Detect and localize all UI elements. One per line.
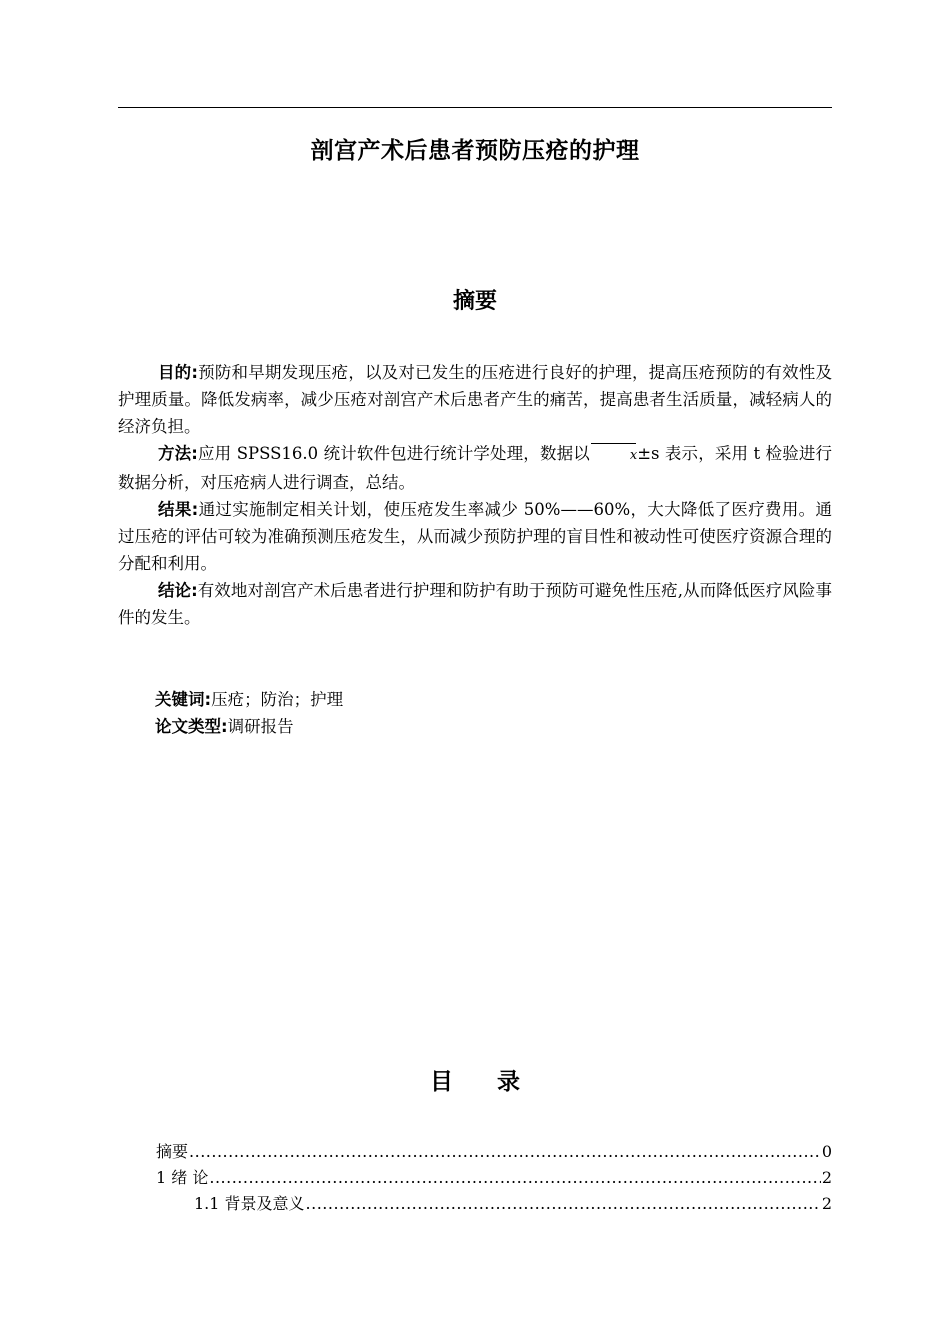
table-of-contents — [118, 1139, 832, 1217]
abstract-heading: 摘要 — [452, 289, 497, 314]
paragraph-text: 有效地对剖宫产术后患者进行护理和防护有助于预防可避免性压疮,从而降低医疗风险事件的发生。 — [118, 581, 832, 627]
toc-leader-dots — [209, 1165, 820, 1191]
abstract-paragraph-result — [118, 496, 832, 577]
toc-heading: 目 录 — [429, 1069, 538, 1095]
toc-leader-dots — [189, 1139, 821, 1165]
toc-entry-label: 1 绪 论 — [156, 1168, 209, 1187]
abstract-paragraph-objective — [118, 359, 832, 440]
type-label: 论文类型: — [155, 717, 228, 736]
type-value: 调研报告 — [227, 717, 294, 736]
toc-entry-label: 1.1 背景及意义 — [194, 1194, 305, 1213]
toc-entry-page: 2 — [821, 1194, 832, 1213]
paragraph-text: 通过实施制定相关计划，使压疮发生率减少 50%——60%，大大降低了医疗费用。通过压疮的评估可较为准确预测压疮发生，从而减少预防护理的盲目性和被动性可使医疗资源合理的分配和利用。 — [118, 500, 832, 573]
document-meta — [155, 686, 755, 740]
mean-symbol: x — [590, 442, 637, 469]
header-rule — [118, 107, 832, 108]
toc-entry[interactable] — [118, 1165, 832, 1191]
keywords-value: 压疮；防治；护理 — [211, 690, 344, 709]
paragraph-text: 应用 SPSS16.0 统计软件包进行统计学处理，数据以 — [197, 444, 590, 463]
paragraph-lead: 结论: — [158, 581, 198, 600]
paragraph-text: ±s 表示，采用 t 检验进行数据分析，对压疮病人进行调查，总结。 — [118, 444, 832, 492]
keywords-line — [155, 686, 755, 713]
type-line — [155, 713, 755, 740]
toc-entry[interactable] — [118, 1191, 832, 1217]
abstract-paragraph-method — [118, 440, 832, 496]
toc-entry-page: 2 — [821, 1168, 832, 1187]
toc-entry-page: 0 — [821, 1142, 832, 1161]
paragraph-text: 预防和早期发现压疮，以及对已发生的压疮进行良好的护理，提高压疮预防的有效性及护理质量。降低发病率，减少压疮对剖宫产术后患者产生的痛苦，提高患者生活质量，减轻病人的经济负担。 — [118, 363, 832, 436]
toc-leader-dots — [306, 1191, 821, 1217]
paragraph-lead: 结果: — [158, 500, 199, 519]
paragraph-lead: 方法: — [158, 444, 198, 463]
toc-entry-label: 摘要 — [156, 1142, 189, 1161]
document-title: 剖宫产术后患者预防压疮的护理 — [310, 138, 640, 164]
paragraph-lead: 目的: — [158, 363, 198, 382]
abstract-body — [118, 359, 832, 631]
toc-entry[interactable] — [118, 1139, 832, 1165]
abstract-paragraph-conclusion — [118, 577, 832, 631]
keywords-label: 关键词: — [155, 690, 212, 709]
